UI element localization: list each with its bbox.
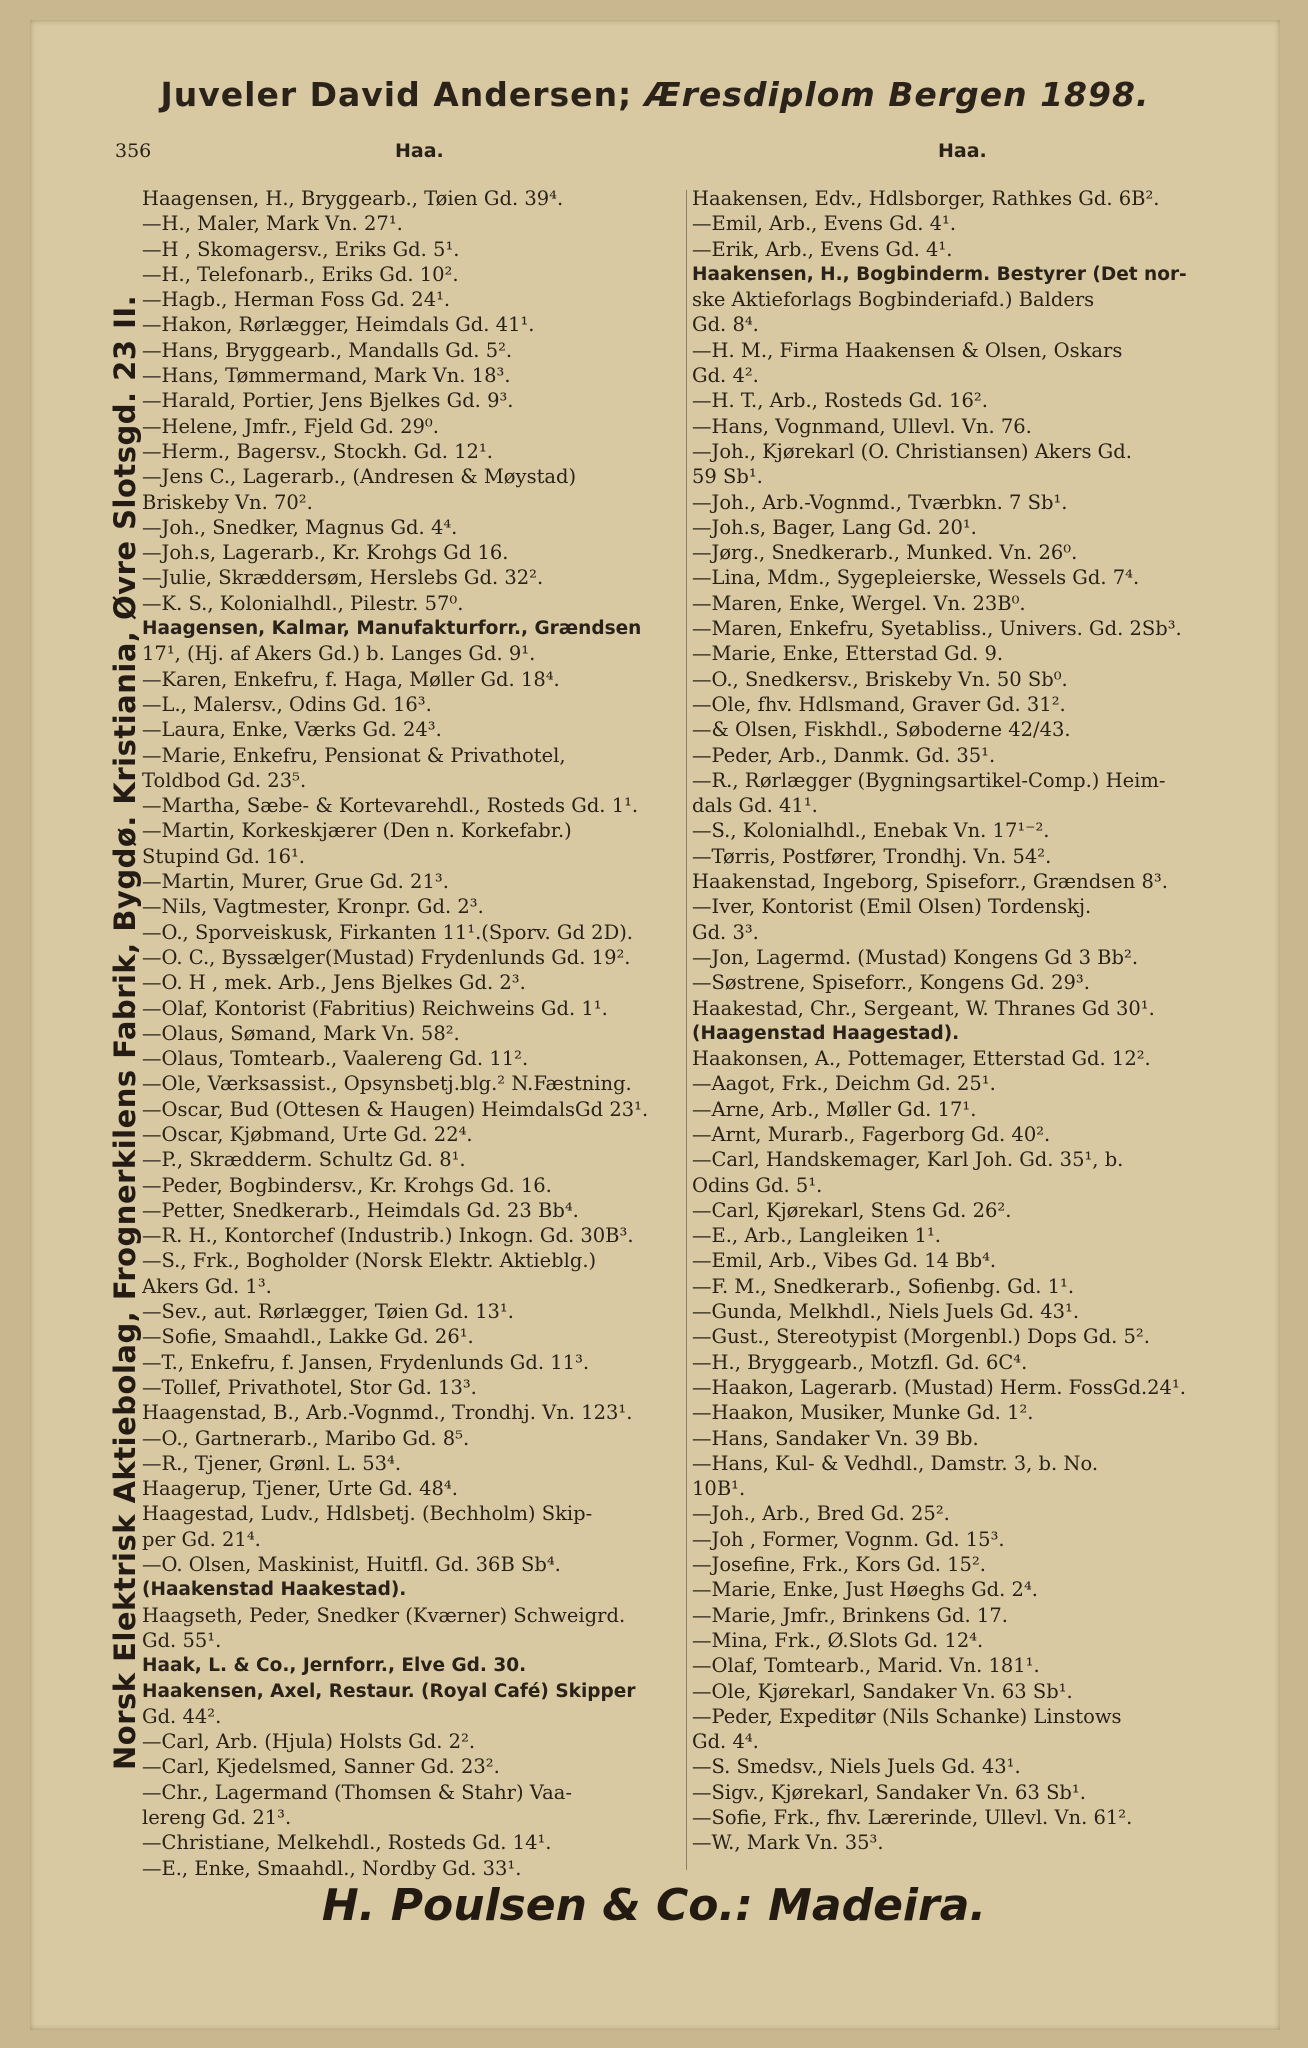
directory-entry-line: —Julie, Skræddersøm, Herslebs Gd. 32². — [142, 566, 544, 590]
directory-entry-line: —Hagb., Herman Foss Gd. 24¹. — [142, 288, 451, 312]
directory-entry-line: —Marie, Enke, Etterstad Gd. 9. — [692, 642, 1004, 666]
directory-entry-line: Gd. 55¹. — [142, 1628, 222, 1652]
directory-entry-line: —R. H., Kontorchef (Industrib.) Inkogn. Gd. 30B³. — [142, 1224, 634, 1248]
directory-entry-line: —Hans, Tømmermand, Mark Vn. 18³. — [142, 364, 511, 388]
directory-entry-line: —Arnt, Murarb., Fagerborg Gd. 40². — [692, 1122, 1051, 1146]
directory-entry-line: —Jon, Lagermd. (Mustad) Kongens Gd 3 Bb². — [692, 945, 1139, 969]
directory-entry-line: —T., Enkefru, f. Jansen, Frydenlunds Gd. 11³. — [142, 1350, 590, 1374]
directory-entry-line: Haak, L. & Co., Jernforr., Elve Gd. 30. — [142, 1655, 527, 1677]
directory-entry-line: Gd. 3³. — [692, 920, 759, 944]
directory-entry-line: Haakensen, H., Bogbinderm. Bestyrer (Det nor- — [692, 263, 1187, 285]
directory-entry-line: —R., Rørlægger (Bygningsartikel-Comp.) Heim- — [692, 768, 1166, 792]
directory-entry-line: —Chr., Lagermand (Thomsen & Stahr) Vaa- — [142, 1780, 572, 1804]
directory-entry-line: Akers Gd. 1³. — [142, 1274, 272, 1298]
directory-entry-line: —F. M., Snedkerarb., Sofienbg. Gd. 1¹. — [692, 1274, 1075, 1298]
directory-entry-line: —K. S., Kolonialhdl., Pilestr. 57⁰. — [142, 591, 464, 615]
directory-entry-line: —Martha, Sæbe- & Kortevarehdl., Rosteds Gd. 1¹. — [142, 794, 639, 818]
directory-entry-line: —Olaus, Sømand, Mark Vn. 58². — [142, 1021, 460, 1045]
directory-entry-line: Gd. 4². — [692, 364, 759, 388]
directory-entry-line: Gd. 44². — [142, 1704, 222, 1728]
directory-entry-line: —W., Mark Vn. 35³. — [692, 1831, 884, 1855]
directory-entry-line: —L., Malersv., Odins Gd. 16³. — [142, 692, 432, 716]
directory-entry-line: 59 Sb¹. — [692, 465, 763, 489]
directory-entry-line: —Joh , Former, Vognm. Gd. 15³. — [692, 1527, 1005, 1551]
running-header-right: Haa. — [938, 140, 987, 162]
directory-entry-line: —Martin, Murer, Grue Gd. 21³. — [142, 870, 449, 894]
directory-entry-line: —Olaus, Tomtearb., Vaalereng Gd. 11². — [142, 1047, 529, 1071]
directory-entry-line: —Hans, Sandaker Vn. 39 Bb. — [692, 1426, 979, 1450]
directory-entry-line: Haakestad, Chr., Sergeant, W. Thranes Gd 30¹. — [692, 996, 1155, 1020]
directory-entry-line: —Carl, Arb. (Hjula) Holsts Gd. 2². — [142, 1730, 476, 1754]
directory-entry-line: —P., Skrædderm. Schultz Gd. 8¹. — [142, 1148, 466, 1172]
directory-entry-line: —Martin, Korkeskjærer (Den n. Korkefabr.) — [142, 819, 572, 843]
directory-entry-line: —Josefine, Frk., Kors Gd. 15². — [692, 1553, 986, 1577]
sidebar-advertisement: Norsk Elektrisk Aktiebolag, Frognerkilens Fabrik, Bygdø. Kristiania, Øvre Slotsgd. 23 II. — [108, 294, 142, 1770]
directory-entry-line: ske Aktieforlags Bogbinderiafd.) Balders — [692, 288, 1095, 312]
bottom-advertisement: H. Poulsen & Co.: Madeira. — [321, 1880, 987, 1931]
directory-entry-line: —H. T., Arb., Rosteds Gd. 16². — [692, 389, 988, 413]
directory-entry-line: Haagenstad, B., Arb.-Vognmd., Trondhj. Vn. 123¹. — [142, 1401, 633, 1425]
directory-entry-line: —Sofie, Smaahdl., Lakke Gd. 26¹. — [142, 1325, 474, 1349]
advert-name: Juveler David Andersen; — [160, 75, 633, 114]
directory-entry-line: —O. C., Byssælger(Mustad) Frydenlunds Gd. 19². — [142, 945, 631, 969]
directory-entry-line: —Joh., Arb., Bred Gd. 25². — [692, 1502, 950, 1526]
directory-entry-line: —Iver, Kontorist (Emil Olsen) Tordenskj. — [692, 895, 1092, 919]
directory-entry-line: (Haakenstad Haakestad). — [142, 1579, 407, 1601]
directory-entry-line: —Maren, Enkefru, Syetabliss., Univers. Gd. 2Sb³. — [692, 617, 1182, 641]
directory-entry-line: —Marie, Jmfr., Brinkens Gd. 17. — [692, 1603, 1008, 1627]
directory-entry-line: —O. H , mek. Arb., Jens Bjelkes Gd. 2³. — [142, 971, 526, 995]
directory-entry-line: —Ole, Kjørekarl, Sandaker Vn. 63 Sb¹. — [692, 1679, 1073, 1703]
directory-entry-line: (Haagenstad Haagestad). — [692, 1022, 960, 1044]
directory-entry-line: —Gust., Stereotypist (Morgenbl.) Dops Gd. 5². — [692, 1325, 1150, 1349]
directory-entry-line: —Aagot, Frk., Deichm Gd. 25¹. — [692, 1072, 996, 1096]
directory-entry-line: —Joh., Snedker, Magnus Gd. 4⁴. — [142, 515, 458, 539]
directory-entry-line: —Helene, Jmfr., Fjeld Gd. 29⁰. — [142, 414, 439, 438]
directory-entry-line: Haagestad, Ludv., Hdlsbetj. (Bechholm) Skip- — [142, 1502, 593, 1526]
directory-entry-line: —Joh., Kjørekarl (O. Christiansen) Akers Gd. — [692, 439, 1132, 463]
directory-entry-line: dals Gd. 41¹. — [692, 794, 818, 818]
directory-entry-line: —Karen, Enkefru, f. Haga, Møller Gd. 18⁴. — [142, 667, 560, 691]
directory-entry-line: 10B¹. — [692, 1477, 746, 1501]
directory-entry-line: Gd. 8⁴. — [692, 313, 759, 337]
directory-entry-line: Briskeby Vn. 70². — [142, 490, 313, 514]
directory-entry-line: —Olaf, Kontorist (Fabritius) Reichweins Gd. 1¹. — [142, 996, 608, 1020]
directory-entry-line: —Tørris, Postfører, Trondhj. Vn. 54². — [692, 844, 1052, 868]
directory-entry-line: —Sigv., Kjørekarl, Sandaker Vn. 63 Sb¹. — [692, 1780, 1086, 1804]
directory-entry-line: per Gd. 21⁴. — [142, 1527, 261, 1551]
directory-entry-line: —Arne, Arb., Møller Gd. 17¹. — [692, 1097, 977, 1121]
directory-entry-line: —Maren, Enke, Wergel. Vn. 23B⁰. — [692, 591, 1026, 615]
directory-entry-line: Haakonsen, A., Pottemager, Etterstad Gd. 12². — [692, 1047, 1151, 1071]
directory-entry-line: —Marie, Enke, Just Høeghs Gd. 2⁴. — [692, 1578, 1038, 1602]
directory-entry-line: Haakensen, Edv., Hdlsborger, Rathkes Gd. 6B². — [692, 187, 1160, 210]
directory-entry-line: —Erik, Arb., Evens Gd. 4¹. — [692, 237, 953, 261]
directory-entry-line: —S., Frk., Bogholder (Norsk Elektr. Aktieblg.) — [142, 1249, 597, 1273]
running-header-left: Haa. — [395, 140, 444, 162]
directory-entry-line: —Haakon, Musiker, Munke Gd. 1². — [692, 1401, 1034, 1425]
directory-entry-line: —Hans, Kul- & Vedhdl., Damstr. 3, b. No. — [692, 1451, 1099, 1475]
directory-entry-line: Haagensen, Kalmar, Manufakturforr., Grændsen — [142, 618, 642, 640]
page-number: 356 — [115, 140, 152, 162]
directory-entry-line: Haagensen, H., Bryggearb., Tøien Gd. 39⁴. — [142, 187, 564, 210]
directory-entry-line: —Lina, Mdm., Sygepleierske, Wessels Gd. 7⁴. — [692, 566, 1140, 590]
directory-entry-line: —Haakon, Lagerarb. (Mustad) Herm. FossGd.24¹. — [692, 1375, 1186, 1399]
directory-entry-line: —Christiane, Melkehdl., Rosteds Gd. 14¹. — [142, 1831, 552, 1855]
directory-entry-line: —Sev., aut. Rørlægger, Tøien Gd. 13¹. — [142, 1300, 514, 1324]
directory-entry-line: —Søstrene, Spiseforr., Kongens Gd. 29³. — [692, 971, 1090, 995]
directory-entry-line: Haakenstad, Ingeborg, Spiseforr., Grændsen 8³. — [692, 870, 1168, 894]
directory-entry-line: Gd. 4⁴. — [692, 1730, 759, 1754]
directory-entry-line: Odins Gd. 5¹. — [692, 1173, 823, 1197]
directory-entry-line: —H. M., Firma Haakensen & Olsen, Oskars — [692, 338, 1123, 362]
directory-entry-line: —Carl, Handskemager, Karl Joh. Gd. 35¹, b. — [692, 1148, 1124, 1172]
directory-entry-line: —Harald, Portier, Jens Bjelkes Gd. 9³. — [142, 389, 514, 413]
directory-entry-line: —Petter, Snedkerarb., Heimdals Gd. 23 Bb⁴. — [142, 1198, 579, 1222]
directory-entry-line: —O., Snedkersv., Briskeby Vn. 50 Sb⁰. — [692, 667, 1068, 691]
directory-entry-line: —Peder, Expeditør (Nils Schanke) Linstows — [692, 1704, 1122, 1728]
directory-entry-line: —H , Skomagersv., Eriks Gd. 5¹. — [142, 237, 460, 261]
directory-entry-line: —Hakon, Rørlægger, Heimdals Gd. 41¹. — [142, 313, 535, 337]
directory-entry-line: Haagerup, Tjener, Urte Gd. 48⁴. — [142, 1477, 458, 1501]
directory-entry-line: —Tollef, Privathotel, Stor Gd. 13³. — [142, 1375, 477, 1399]
directory-entry-line: Toldbod Gd. 23⁵. — [142, 768, 307, 792]
left-column — [142, 186, 680, 1881]
directory-entry-line: —Hans, Bryggearb., Mandalls Gd. 5². — [142, 338, 513, 362]
advert-diploma: Æresdiplom Bergen 1898. — [644, 75, 1150, 114]
directory-entry-line: —H., Maler, Mark Vn. 27¹. — [142, 212, 403, 236]
directory-entry-line: —S. Smedsv., Niels Juels Gd. 43¹. — [692, 1755, 1021, 1779]
directory-entry-line: Stupind Gd. 16¹. — [142, 844, 305, 868]
directory-entry-line: —Oscar, Kjøbmand, Urte Gd. 22⁴. — [142, 1122, 473, 1146]
directory-entry-line: —& Olsen, Fiskhdl., Søboderne 42/43. — [692, 718, 1071, 742]
directory-entry-line: —E., Arb., Langleiken 1¹. — [692, 1224, 941, 1248]
directory-entry-line: —Oscar, Bud (Ottesen & Haugen) HeimdalsGd 23¹. — [142, 1097, 649, 1121]
directory-entry-line: —O. Olsen, Maskinist, Huitfl. Gd. 36B Sb⁴. — [142, 1553, 561, 1577]
directory-entry-line: —Ole, fhv. Hdlsmand, Graver Gd. 31². — [692, 692, 1066, 716]
directory-entry-line: —Gunda, Melkhdl., Niels Juels Gd. 43¹. — [692, 1300, 1080, 1324]
directory-entry-line: —Herm., Bagersv., Stockh. Gd. 12¹. — [142, 439, 493, 463]
directory-entry-line: —H., Bryggearb., Motzfl. Gd. 6C⁴. — [692, 1350, 1028, 1374]
directory-entry-line: —H., Telefonarb., Eriks Gd. 10². — [142, 262, 459, 286]
directory-entry-line: —Peder, Bogbindersv., Kr. Krohgs Gd. 16. — [142, 1173, 552, 1197]
directory-entry-line: —Carl, Kjedelsmed, Sanner Gd. 23². — [142, 1755, 500, 1779]
directory-entry-line: —O., Gartnerarb., Maribo Gd. 8⁵. — [142, 1426, 470, 1450]
directory-entry-line: —Emil, Arb., Evens Gd. 4¹. — [692, 212, 957, 236]
directory-entry-line: —Sofie, Frk., fhv. Lærerinde, Ullevl. Vn. 61². — [692, 1806, 1133, 1829]
directory-entry-line: —Joh.s, Bager, Lang Gd. 20¹. — [692, 515, 977, 539]
directory-entry-line: lereng Gd. 21³. — [142, 1806, 292, 1829]
directory-entry-line: 17¹, (Hj. af Akers Gd.) b. Langes Gd. 9¹. — [142, 642, 536, 666]
column-divider — [686, 190, 687, 1870]
directory-entry-line: —Jens C., Lagerarb., (Andresen & Møystad) — [142, 465, 577, 489]
directory-entry-line: —Olaf, Tomtearb., Marid. Vn. 181¹. — [692, 1654, 1040, 1678]
right-column — [692, 186, 1246, 1856]
directory-entry-line: —Mina, Frk., Ø.Slots Gd. 12⁴. — [692, 1628, 984, 1652]
directory-entry-line: —Laura, Enke, Værks Gd. 24³. — [142, 718, 442, 742]
directory-entry-line: —Hans, Vognmand, Ullevl. Vn. 76. — [692, 414, 1032, 438]
directory-entry-line: —Emil, Arb., Vibes Gd. 14 Bb⁴. — [692, 1249, 997, 1273]
directory-entry-line: —Ole, Værksassist., Opsynsbetj.blg.² N.Fæstning. — [142, 1072, 632, 1096]
directory-entry-line: —R., Tjener, Grønl. L. 53⁴. — [142, 1451, 402, 1475]
directory-entry-line: —Marie, Enkefru, Pensionat & Privathotel, — [142, 743, 566, 767]
directory-entry-line: —Carl, Kjørekarl, Stens Gd. 26². — [692, 1198, 1012, 1222]
directory-entry-line: —Jørg., Snedkerarb., Munked. Vn. 26⁰. — [692, 541, 1078, 565]
directory-entry-line: Haagseth, Peder, Snedker (Kværner) Schweigrd. — [142, 1603, 626, 1627]
top-advertisement — [30, 75, 1280, 114]
directory-entry-line: —O., Sporveiskusk, Firkanten 11¹.(Sporv. Gd 2D). — [142, 920, 634, 944]
directory-entry-line: —Joh., Arb.-Vognmd., Tværbkn. 7 Sb¹. — [692, 490, 1068, 514]
directory-entry-line: —Joh.s, Lagerarb., Kr. Krohgs Gd 16. — [142, 541, 509, 565]
directory-entry-line: —S., Kolonialhdl., Enebak Vn. 17¹⁻². — [692, 819, 1050, 843]
directory-entry-line: —E., Enke, Smaahdl., Nordby Gd. 33¹. — [142, 1856, 522, 1880]
directory-entry-line: Haakensen, Axel, Restaur. (Royal Café) Skipper — [142, 1680, 636, 1702]
directory-entry-line: —Peder, Arb., Danmk. Gd. 35¹. — [692, 743, 996, 767]
directory-entry-line: —Nils, Vagtmester, Kronpr. Gd. 2³. — [142, 895, 484, 919]
